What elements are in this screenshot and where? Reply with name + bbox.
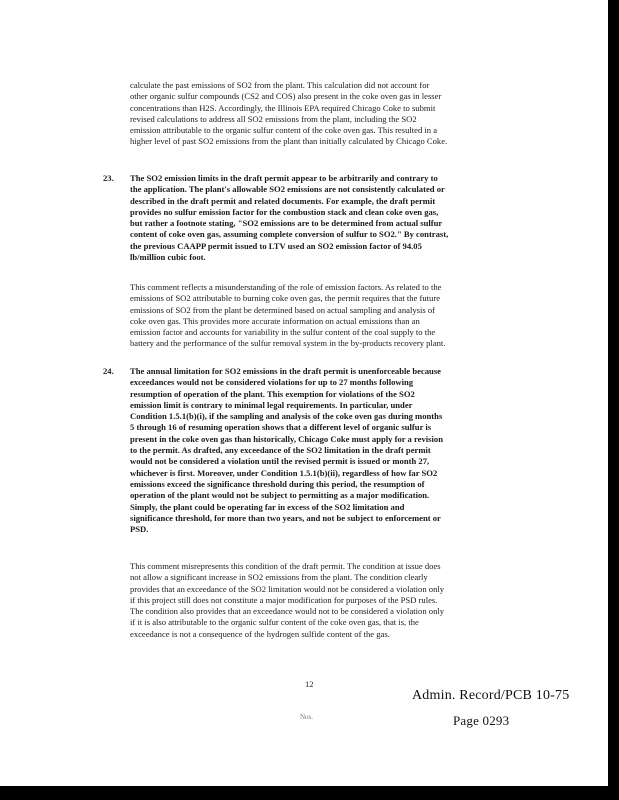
- comment-23: [130, 173, 505, 263]
- intro-paragraph: [130, 80, 510, 148]
- comment-24: [130, 366, 505, 535]
- text-line: coke oven gas. This provides more accurate information on actual emissions than an: [130, 315, 420, 326]
- text-line: exceedance is not a consequence of the hydrogen sulfide content of the gas.: [130, 628, 390, 639]
- text-line: higher level of past SO2 emissions from the plant than initially calculated by Chicago Coke.: [130, 136, 448, 147]
- text-line: 5 through 16 of resuming operation shows that a different level of organic sulfur is: [130, 422, 432, 433]
- text-line: PSD.: [130, 524, 149, 535]
- text-line: emission factor and accounts for variability in the sulfur content of the coal supply to the: [130, 327, 436, 338]
- text-line: would not be considered a violation until the revised permit is issued or month 27,: [130, 456, 430, 467]
- text-line: The annual limitation for SO2 emissions in the draft permit is unenforceable because: [130, 366, 441, 376]
- scan-smudge: Nos.: [300, 713, 314, 721]
- text-line: emission attributable to the organic sulfur content of the coke oven gas. This resulted in a: [130, 125, 438, 136]
- text-line: emission limit is contrary to minimal legal requirements. In particular, under: [130, 399, 413, 410]
- text-line: emissions of SO2 from the plant be determined based on actual sampling and analysis of: [130, 304, 436, 315]
- text-line: whichever is first. Moreover, under Condition 1.5.1(b)(ii), regardless of how far SO2: [130, 467, 438, 478]
- text-line: to the permit. As drafted, any exceedance of the SO2 limitation in the draft permit: [130, 445, 431, 456]
- page-stamp: Page 0293: [453, 713, 510, 728]
- text-line: not allow a significant increase in SO2 emissions from the plant. The condition clearly: [130, 572, 428, 583]
- text-line: content of coke oven gas, assuming complete conversion of sulfur to SO2." By contrast,: [130, 229, 449, 240]
- text-line: The condition also provides that an exceedance would not to be considered a violation only: [130, 606, 445, 617]
- page-number: 12: [305, 679, 314, 689]
- text-line: concentrations than H2S. Accordingly, the Illinois EPA required Chicago Coke to submit: [130, 102, 436, 113]
- text-line: other organic sulfur compounds (CS2 and COS) also present in the coke oven gas in lesser: [130, 91, 442, 102]
- text-line: The SO2 emission limits in the draft permit appear to be arbitrarily and contrary to: [130, 173, 438, 183]
- text-line: resumption of operation of the plant. This exemption for violations of the SO2: [130, 388, 415, 399]
- response-24: [130, 561, 505, 640]
- text-line: provides no sulfur emission factor for the combustion stack and clean coke oven gas,: [130, 206, 439, 217]
- text-line: calculate the past emissions of SO2 from the plant. This calculation did not account for: [130, 80, 430, 90]
- text-line: described in the draft permit and related documents. For example, the draft permit: [130, 195, 436, 206]
- response-23: [130, 282, 505, 350]
- text-line: exceedances would not be considered violations for up to 27 months following: [130, 377, 414, 388]
- text-line: This comment reflects a misunderstanding of the role of emission factors. As related to the: [130, 282, 442, 292]
- text-line: battery and the performance of the sulfur removal system in the by-products recovery plant.: [130, 338, 446, 349]
- text-line: revised calculations to address all SO2 emissions from the plant, including the SO2: [130, 113, 417, 124]
- text-line: Simply, the plant could be operating far in excess of the SO2 limitation and: [130, 501, 405, 512]
- scan-border-bottom: [0, 786, 619, 800]
- text-line: but rather a footnote stating, "SO2 emissions are to be determined from actual sulfur: [130, 218, 443, 229]
- text-line: the previous CAAPP permit issued to LTV used an SO2 emission factor of 94.05: [130, 240, 422, 251]
- text-line: significance threshold, for more than two years, and not be subject to enforcement or: [130, 512, 441, 523]
- record-stamp: Admin. Record/PCB 10-75: [412, 688, 570, 703]
- text-line: present in the coke oven gas than historically, Chicago Coke must apply for a revision: [130, 433, 443, 444]
- text-line: if this project still does not constitute a major modification for purposes of the PSD rules.: [130, 594, 438, 605]
- text-line: Condition 1.5.1(b)(i), if the sampling and analysis of the coke oven gas during months: [130, 411, 443, 422]
- text-line: provides that an exceedance of the SO2 limitation would not be considered a violation only: [130, 583, 445, 594]
- text-line: This comment misrepresents this condition of the draft permit. The condition at issue does: [130, 561, 441, 571]
- text-line: if it is also attributable to the organic sulfur content of the coke oven gas, that is, the: [130, 617, 419, 628]
- text-line: operation of the plant would not be subject to permitting as a major modification.: [130, 490, 430, 501]
- text-line: lb/million cubic foot.: [130, 252, 206, 263]
- item-number-23: 23.: [103, 173, 114, 183]
- scan-border-right: [608, 0, 619, 800]
- text-line: emissions exceed the significance threshold during this period, the resumption of: [130, 478, 425, 489]
- text-line: emissions of SO2 attributable to burning coke oven gas, the permit requires that the future: [130, 293, 441, 304]
- text-line: the application. The plant's allowable SO2 emissions are not consistently calculated or: [130, 184, 445, 195]
- item-number-24: 24.: [103, 366, 114, 376]
